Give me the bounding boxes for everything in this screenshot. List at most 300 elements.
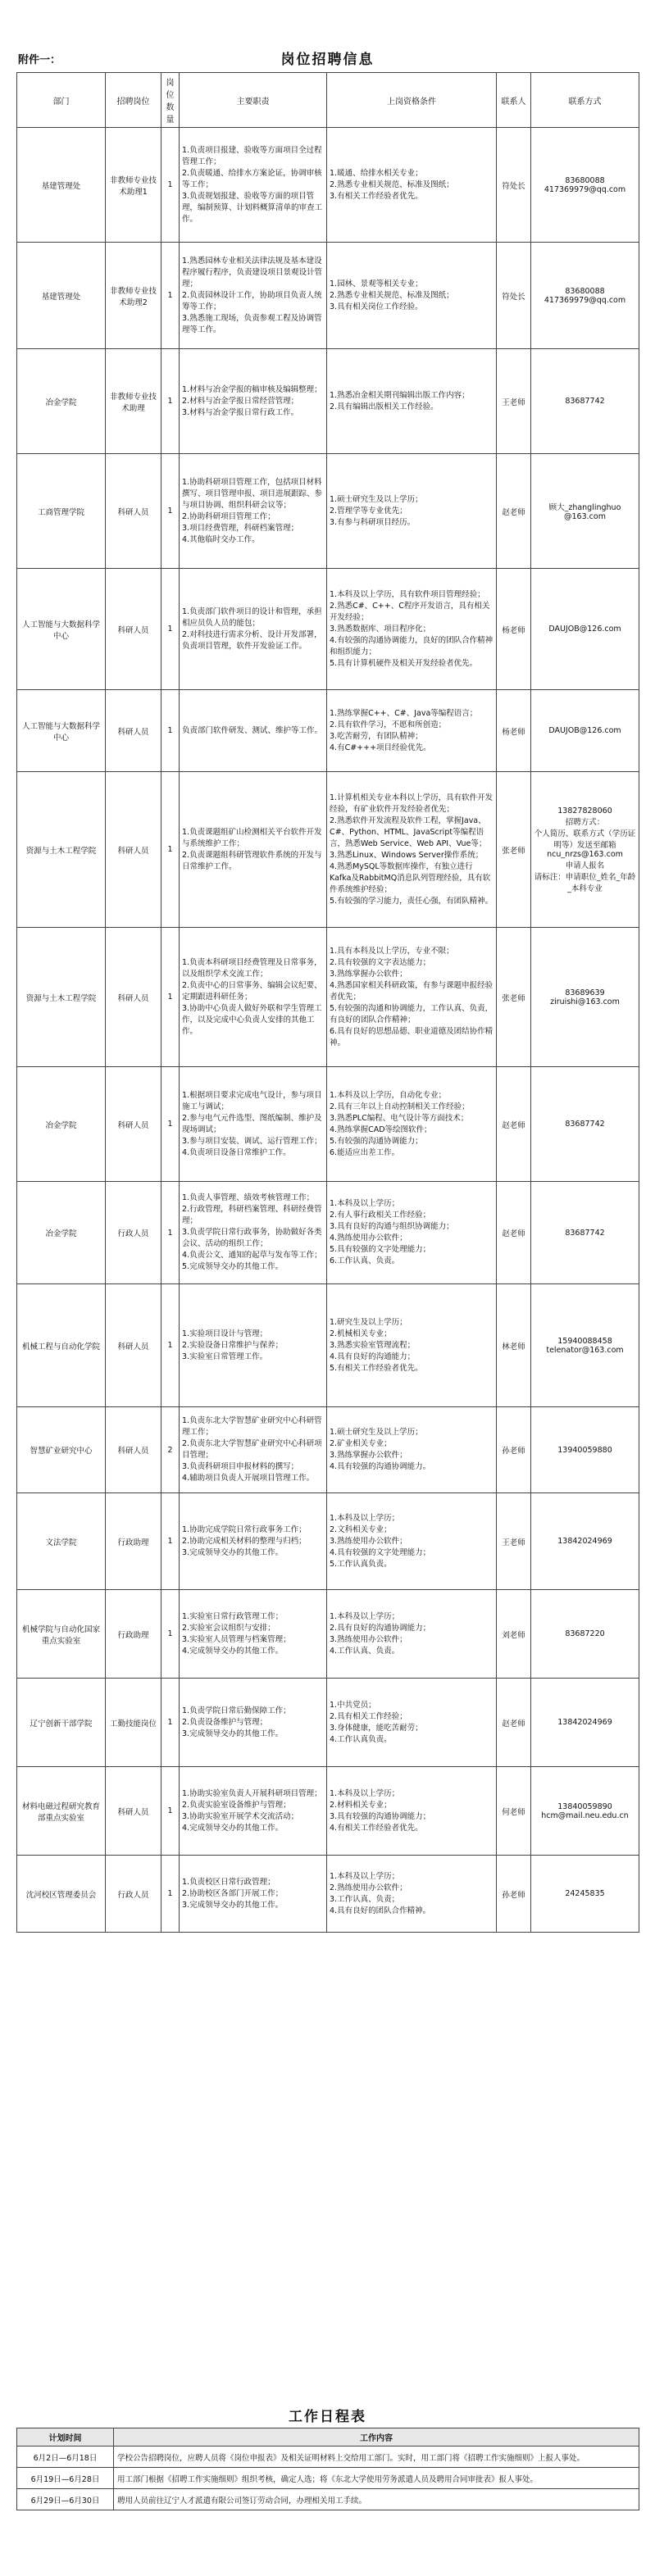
duties-cell-line: 3.熟悉施工现场，负责参观工程及协调管理等工作。 (182, 313, 322, 334)
contact-person-cell: 孙老师 (497, 1856, 531, 1933)
table-row (17, 1284, 639, 1407)
requirements-cell-line: 2.熟练使用办公软件； (330, 1883, 407, 1892)
requirements-cell-line: 5.有相关工作经验者优先。 (330, 1363, 423, 1373)
contact-info-cell-line: 13840059890 (557, 1801, 612, 1811)
contact-person-cell: 刘老师 (497, 1590, 531, 1679)
duties-cell-line: 2.负责课题组科研管理软件系统的开发与日常维护工作。 (182, 850, 322, 871)
contact-person-cell: 符处长 (497, 243, 531, 349)
table-row (17, 454, 639, 569)
duties-cell-line: 3.参与项目安装、调试、运行管理工作； (182, 1136, 322, 1146)
requirements-cell-line: 3.吃苦耐劳，有团队精神； (330, 731, 423, 741)
count-cell: 1 (161, 1182, 180, 1284)
table-row (17, 128, 639, 243)
requirements-cell-line: 3.熟练掌握办公软件； (330, 1451, 407, 1460)
duties-cell-line: 1.负责学院日常后勤保障工作； (182, 1706, 291, 1715)
duties-cell-line: 2.负责设备维护与管理； (182, 1717, 268, 1727)
department-cell: 基建管理处 (17, 243, 106, 349)
count-cell: 1 (161, 1493, 180, 1590)
requirements-cell-line: 4.具有良好的团队合作精神。 (330, 1906, 431, 1915)
duties-cell-line: 1.实验室日常行政管理工作； (182, 1611, 284, 1621)
table-row (17, 1767, 639, 1856)
duties-cell-line: 4.其他临时交办工作。 (182, 534, 260, 544)
table-row (17, 243, 639, 349)
duties-cell-line: 5.完成领导交办的其他工作。 (182, 1262, 284, 1271)
contact-info-cell-line: 13842024969 (557, 1537, 612, 1546)
position-cell: 科研人员 (106, 569, 161, 690)
duties-cell (180, 1493, 327, 1590)
department-cell: 文法学院 (17, 1493, 106, 1590)
contact-info-cell-line: hcm@mail.neu.edu.cn (541, 1810, 629, 1820)
duties-cell-line: 3.完成领导交办的其他工作。 (182, 1729, 284, 1738)
schedule-row (17, 2468, 639, 2489)
contact-info-cell (531, 454, 639, 569)
duties-cell-line: 2.材料与冶金学报日常经营管理； (182, 396, 299, 406)
duties-cell (180, 1182, 327, 1284)
position-cell: 行政助理 (106, 1590, 161, 1679)
position-cell: 科研人员 (106, 454, 161, 569)
contact-person-cell: 赵老师 (497, 1067, 531, 1182)
position-cell: 行政人员 (106, 1856, 161, 1933)
duties-cell-line: 1.实验项目设计与管理； (182, 1329, 268, 1338)
requirements-cell-line: 1.中共党员； (330, 1700, 376, 1710)
requirements-cell (327, 128, 497, 243)
table-row (17, 1590, 639, 1679)
requirements-cell-line: 5.具有较强的文字处理能力； (330, 1245, 431, 1254)
duties-cell-line: 1.协助科研项目管理工作，包括项目材料撰写、项目管理申报、项目进展跟踪、参与项目协调、组织科研会议等； (182, 477, 323, 510)
contact-info-cell (531, 928, 639, 1067)
schedule-time-cell: 6月2日—6月18日 (17, 2447, 114, 2468)
position-cell: 非教师专业技术助理1 (106, 128, 161, 243)
contact-info-cell (531, 1493, 639, 1590)
contact-info-cell-line: 83689639 (565, 988, 605, 997)
requirements-cell-line: 2.具有编辑出版相关工作经验。 (330, 402, 439, 411)
contact-person-cell: 王老师 (497, 1493, 531, 1590)
contact-info-cell (531, 243, 639, 349)
contact-info-cell-line: ziruishi@163.com (550, 997, 620, 1006)
duties-cell-line: 4.辅助项目负责人开展项目管理工作。 (182, 1474, 315, 1483)
attachment-label: 附件一： (18, 54, 61, 66)
department-cell: 工商管理学院 (17, 454, 106, 569)
schedule-content-cell: 学校公告招聘岗位，应聘人员将《岗位申报表》及相关证明材料上交给用工部门。实时，用工部门将《招聘工作实施细则》上报人事处。 (114, 2447, 639, 2468)
requirements-cell-line: 2.熟悉专业相关规范、标准及图纸； (330, 290, 454, 300)
duties-cell-line: 2.实验设备日常维护与保养； (182, 1340, 284, 1350)
duties-cell (180, 1407, 327, 1493)
requirements-cell (327, 243, 497, 349)
duties-cell-line: 1.负责人事管理、绩效考核管理工作； (182, 1193, 315, 1202)
duties-cell (180, 1767, 327, 1856)
contact-info-cell-line: 417369979@qq.com (544, 295, 626, 305)
requirements-cell-line: 2.矿业相关专业； (330, 1439, 392, 1448)
count-cell: 1 (161, 772, 180, 928)
duties-cell-line: 4.完成领导交办的其他工作。 (182, 1646, 284, 1656)
duties-cell-line: 1.协助实验室负责人开展科研项目管理； (182, 1788, 322, 1798)
requirements-cell-line: 3.熟悉PLC编程、电气设计等方面技术； (330, 1113, 469, 1123)
requirements-cell-line: 4.有C#+++项目经验优先。 (330, 743, 431, 752)
duties-cell (180, 349, 327, 454)
duties-cell (180, 454, 327, 569)
contact-info-cell-line: 24245835 (565, 1889, 605, 1898)
position-cell: 科研人员 (106, 1767, 161, 1856)
duties-cell-line: 负责部门软件研发、测试、维护等工作。 (182, 725, 323, 735)
duties-cell-line: 2.对科技进行需求分析、设计开发部署，负责项目管理，软件开发验证工作。 (182, 629, 322, 651)
contact-info-cell-line: 417369979@qq.com (544, 184, 626, 194)
duties-cell (180, 690, 327, 772)
duties-cell-line: 2.参与电气元件选型、图纸编制、维护及现场调试； (182, 1113, 322, 1134)
requirements-cell-line: 3.有参与科研项目经历。 (330, 517, 416, 527)
requirements-cell-line: 1.硕士研究生及以上学历； (330, 494, 423, 504)
contact-info-cell (531, 690, 639, 772)
contact-info-cell-line: 83680088 (565, 175, 605, 185)
schedule-time-cell: 6月19日—6月28日 (17, 2468, 114, 2489)
requirements-cell-line: 4.熟悉国家相关科研政策，有参与课题申报经验者优先； (330, 980, 494, 1002)
requirements-cell-line: 6.具有良好的思想品德、职业道德及团结协作精神。 (330, 1026, 494, 1047)
duties-cell-line: 3.负责规划报建、验收等方面的项目管理，编制预算、计划料概算清单的审查工作。 (182, 191, 323, 224)
contact-person-cell: 杨老师 (497, 690, 531, 772)
column-header: 部门 (17, 73, 106, 128)
count-cell: 1 (161, 928, 180, 1067)
requirements-cell (327, 454, 497, 569)
requirements-cell (327, 772, 497, 928)
contact-info-cell-line: DAUJOB@126.com (548, 726, 621, 735)
contact-info-cell (531, 1284, 639, 1407)
requirements-cell (327, 1067, 497, 1182)
duties-cell-line: 1.协助完成学院日常行政事务工作； (182, 1524, 307, 1534)
duties-cell (180, 1284, 327, 1407)
count-cell: 1 (161, 349, 180, 454)
contact-info-cell (531, 1067, 639, 1182)
requirements-cell-line: 1.本科及以上学历； (330, 1788, 400, 1798)
table-row (17, 349, 639, 454)
count-cell: 1 (161, 1067, 180, 1182)
requirements-cell (327, 1182, 497, 1284)
requirements-cell-line: 1.本科及以上学历； (330, 1513, 400, 1523)
duties-cell (180, 1590, 327, 1679)
duties-cell-line: 1.材料与冶金学报的稿审核及编辑整理； (182, 384, 322, 394)
duties-cell-line: 3.完成领导交办的其他工作。 (182, 1900, 284, 1910)
department-cell: 人工智能与大数据科学中心 (17, 690, 106, 772)
contact-info-cell-line: 83687742 (565, 1120, 605, 1129)
contact-info-cell (531, 772, 639, 928)
requirements-cell-line: 4.工作认真、负责。 (330, 1646, 400, 1656)
requirements-cell-line: 5.有较强的学习能力，责任心强，有团队精神。 (330, 896, 494, 906)
contact-info-cell (531, 1767, 639, 1856)
duties-cell-line: 3.负责学院日常行政事务，协助做好各类会议、活动的组织工作； (182, 1228, 322, 1248)
requirements-cell (327, 1284, 497, 1407)
column-header: 岗位数量 (161, 73, 180, 128)
column-header: 联系人 (497, 73, 531, 128)
position-cell: 非教师专业技术助理 (106, 349, 161, 454)
contact-info-cell-line: 顾大_zhanglinghuo (548, 503, 621, 512)
requirements-cell (327, 1493, 497, 1590)
duties-cell (180, 1067, 327, 1182)
requirements-cell-line: 4.具有良好的沟通能力； (330, 1352, 416, 1361)
table-row (17, 928, 639, 1067)
contact-info-cell-line: 个人简历、联系方式（学历证明等）发送至邮箱 (534, 829, 636, 850)
duties-cell-line: 1.负责课题组矿山检测相关平台软件开发与系统维护工作； (182, 827, 322, 848)
count-cell: 1 (161, 569, 180, 690)
requirements-cell-line: 2.具有良好的沟通协调能力； (330, 1623, 431, 1633)
requirements-cell-line: 3.工作认真、负责； (330, 1894, 400, 1904)
contact-info-cell (531, 1182, 639, 1284)
count-cell: 1 (161, 690, 180, 772)
department-cell: 沈河校区管理委员会 (17, 1856, 106, 1933)
requirements-cell-line: 1.本科及以上学历； (330, 1871, 400, 1881)
contact-person-cell: 赵老师 (497, 1182, 531, 1284)
requirements-cell-line: 2.具有较强的文字表达能力； (330, 957, 431, 967)
department-cell: 人工智能与大数据科学中心 (17, 569, 106, 690)
department-cell: 辽宁创新干部学院 (17, 1679, 106, 1767)
duties-cell (180, 569, 327, 690)
schedule-title: 工作日程表 (289, 2409, 366, 2425)
contact-info-cell-line: 13940059880 (557, 1445, 612, 1455)
requirements-cell-line: 3.具有相关岗位工作经验。 (330, 302, 423, 311)
position-cell: 科研人员 (106, 690, 161, 772)
count-cell: 1 (161, 454, 180, 569)
schedule-row (17, 2447, 639, 2468)
contact-person-cell: 林老师 (497, 1284, 531, 1407)
column-header: 主要职责 (180, 73, 327, 128)
requirements-cell-line: 6.能适应出差工作。 (330, 1147, 400, 1157)
department-cell: 材料电磁过程研究教育部重点实验室 (17, 1767, 106, 1856)
count-cell: 1 (161, 128, 180, 243)
requirements-cell-line: 2.具有相关工作经验； (330, 1711, 407, 1721)
contact-info-cell-line: 13827828060 (557, 806, 612, 816)
contact-person-cell: 张老师 (497, 772, 531, 928)
requirements-cell-line: 3.具有较强的沟通协调能力； (330, 1811, 431, 1821)
contact-person-cell: 赵老师 (497, 1679, 531, 1767)
contact-info-cell (531, 1679, 639, 1767)
department-cell: 冶金学院 (17, 1067, 106, 1182)
table-row (17, 772, 639, 928)
duties-cell-line: 4.完成领导交办的其他工作。 (182, 1823, 284, 1833)
duties-cell-line: 1.熟悉园林专业相关法律法规及基本建设程序履行程序，负责建设项目景观设计管理； (182, 256, 323, 288)
position-cell: 工勤技能岗位 (106, 1679, 161, 1767)
duties-cell-line: 2.负责实验室设备维护与管理； (182, 1800, 291, 1810)
requirements-cell-line: 4.熟练使用办公软件； (330, 1233, 407, 1243)
requirements-cell (327, 690, 497, 772)
contact-person-cell: 何老师 (497, 1767, 531, 1856)
contact-info-cell-line: 申请人报名 (565, 861, 605, 870)
requirements-cell-line: 2.具有软件学习，不愿和所创造； (330, 720, 447, 729)
requirements-cell-line: 4.熟悉MySQL等数据库操作，有独立进行Kafka及RabbitMQ消息队列管理经验，具有软件系统维护经验； (330, 861, 491, 894)
requirements-cell-line: 5.具有计算机硬件及相关开发经验者优先。 (330, 658, 478, 668)
duties-cell (180, 128, 327, 243)
recruitment-table (16, 72, 639, 1933)
requirements-cell-line: 1.园林、景观等相关专业； (330, 279, 423, 288)
contact-person-cell: 符处长 (497, 128, 531, 243)
duties-cell-line: 2.协助科研项目管理工作； (182, 511, 275, 521)
position-cell: 科研人员 (106, 1407, 161, 1493)
requirements-cell-line: 1.本科及以上学历，具有软件项目管理经验； (330, 589, 485, 599)
requirements-cell-line: 2.熟悉专业相关规范、标准及图纸； (330, 179, 454, 189)
department-cell: 冶金学院 (17, 1182, 106, 1284)
requirements-cell (327, 1407, 497, 1493)
duties-cell-line: 1.负责东北大学智慧矿业研究中心科研管理工作； (182, 1416, 322, 1437)
duties-cell-line: 4.负责项目设备日常维护工作。 (182, 1147, 291, 1157)
duties-cell-line: 2.负责暖通、给排水方案论证，协调审核等工作； (182, 168, 322, 189)
contact-info-cell (531, 1590, 639, 1679)
duties-cell-line: 3.负责科研项目申报材料的撰写； (182, 1462, 299, 1471)
duties-cell-line: 3.完成领导交办的其他工作。 (182, 1547, 284, 1557)
duties-cell (180, 772, 327, 928)
requirements-cell-line: 4.有相关工作经验者优先。 (330, 1823, 423, 1833)
duties-cell-line: 2.行政管理，科研档案管理、科研经费管理； (182, 1205, 322, 1225)
duties-cell (180, 1679, 327, 1767)
contact-info-cell-line: 83687220 (565, 1629, 605, 1638)
column-header: 计划时间 (17, 2428, 114, 2447)
table-row (17, 1493, 639, 1590)
department-cell: 智慧矿业研究中心 (17, 1407, 106, 1493)
requirements-cell-line: 2.熟悉软件开发流程及软件工程，掌握Java、C#、Python、HTML、JavaScript等编程语言，熟悉Web Service、Web API、Vue等； (330, 816, 487, 848)
duties-cell-line: 4.负责公文、通知的起草与发布等工作； (182, 1251, 322, 1260)
contact-info-cell (531, 1407, 639, 1493)
duties-cell-line: 3.协助中心负责人做好外联和学生管理工作，以及完成中心负责人安排的其他工作。 (182, 1003, 322, 1036)
duties-cell-line: 2.协助完成相关材料的整理与归档； (182, 1536, 307, 1546)
duties-cell-line: 1.负责部门软件项目的设计和管理，承担相应员负人员的能包； (182, 607, 322, 628)
duties-cell-line: 2.负责园林设计工作，协助项目负责人统筹等工作； (182, 290, 322, 311)
requirements-cell (327, 1767, 497, 1856)
contact-info-cell-line: 请标注：申请职位_姓名_年龄_本科专业 (534, 872, 636, 893)
position-cell: 科研人员 (106, 1284, 161, 1407)
requirements-cell-line: 3.熟悉实验室管理流程； (330, 1340, 416, 1350)
contact-info-cell-line: 83687742 (565, 1228, 605, 1238)
contact-info-cell (531, 569, 639, 690)
requirements-cell-line: 1.暖通、给排水相关专业； (330, 168, 423, 178)
duties-cell-line: 1.根据项目要求完成电气设计，参与项目施工与调试； (182, 1090, 322, 1111)
requirements-cell-line: 1.熟练掌握C++、C#、Java等编程语言； (330, 708, 478, 718)
requirements-cell-line: 2.管理学等专业优先； (330, 506, 407, 516)
table-row (17, 1856, 639, 1933)
schedule-content-cell: 聘用人员前往辽宁人才派遣有限公司签订劳动合同，办理相关用工手续。 (114, 2489, 639, 2510)
count-cell: 1 (161, 1284, 180, 1407)
contact-info-cell-line: 13842024969 (557, 1718, 612, 1727)
table-row (17, 1182, 639, 1284)
requirements-cell-line: 3.具有良好的沟通与组织协调能力； (330, 1222, 454, 1231)
schedule-table (16, 2428, 639, 2510)
department-cell: 机械工程与自动化学院 (17, 1284, 106, 1407)
page-title: 岗位招聘信息 (280, 52, 375, 68)
requirements-cell-line: 1.本科及以上学历； (330, 1611, 400, 1621)
requirements-cell-line: 2.具有三年以上自动控制相关工作经验； (330, 1102, 470, 1111)
column-header: 工作内容 (114, 2428, 639, 2447)
requirements-cell-line: 1.熟悉冶金相关期刊编辑出版工作内容； (330, 390, 470, 400)
requirements-cell-line: 4.具有较强的沟通协调能力。 (330, 1462, 431, 1471)
column-header: 上岗资格条件 (327, 73, 497, 128)
table-row (17, 1679, 639, 1767)
department-cell: 冶金学院 (17, 349, 106, 454)
position-cell: 科研人员 (106, 928, 161, 1067)
requirements-cell-line: 2.材料相关专业； (330, 1800, 392, 1810)
requirements-cell (327, 928, 497, 1067)
count-cell: 1 (161, 1856, 180, 1933)
duties-cell (180, 1856, 327, 1933)
requirements-cell-line: 4.工作认真负责。 (330, 1734, 392, 1744)
count-cell: 1 (161, 243, 180, 349)
requirements-cell-line: 4.有较强的沟通协调能力，良好的团队合作精神和组织能力； (330, 635, 494, 656)
position-cell: 行政助理 (106, 1493, 161, 1590)
contact-info-cell (531, 128, 639, 243)
requirements-cell-line: 5.工作认真负责。 (330, 1559, 392, 1569)
contact-info-cell-line: DAUJOB@126.com (548, 625, 621, 634)
duties-cell-line: 3.项目经费管理，科研档案管理； (182, 523, 299, 533)
requirements-cell-line: 5.有较强的沟通和协调能力，工作认真、负责，有良好的团队合作精神； (330, 1003, 494, 1024)
schedule-row (17, 2489, 639, 2510)
table-row (17, 569, 639, 690)
duties-cell-line: 3.材料与冶金学报日常行政工作。 (182, 407, 299, 417)
duties-cell-line: 1.负责校区日常行政管理； (182, 1877, 275, 1887)
requirements-cell-line: 2.机械相关专业； (330, 1329, 392, 1338)
contact-person-cell: 孙老师 (497, 1407, 531, 1493)
table-header-row (17, 73, 639, 128)
count-cell: 1 (161, 1767, 180, 1856)
contact-info-cell (531, 349, 639, 454)
table-row (17, 1067, 639, 1182)
contact-info-cell-line: 15940088458 (557, 1336, 612, 1346)
duties-cell-line: 3.实验室日常管理工作。 (182, 1352, 268, 1361)
duties-cell-line: 2.负责中心的日常事务、编辑会议纪要、定期跟进科研任务； (182, 980, 322, 1002)
requirements-cell-line: 2.文科相关专业； (330, 1524, 392, 1534)
position-cell: 科研人员 (106, 1067, 161, 1182)
requirements-cell-line: 6.工作认真、负责。 (330, 1256, 400, 1265)
requirements-cell-line: 3.熟练使用办公软件； (330, 1634, 407, 1644)
requirements-cell (327, 1679, 497, 1767)
table-row (17, 690, 639, 772)
duties-cell-line: 3.协助实验室开展学术交流活动； (182, 1811, 299, 1821)
department-cell: 资源与土木工程学院 (17, 772, 106, 928)
duties-cell-line: 1.负责项目报建、验收等方面项目全过程管理工作； (182, 145, 322, 166)
requirements-cell-line: 1.计算机相关专业本科以上学历，具有软件开发经验，有矿业软件开发经验者优先； (330, 793, 494, 814)
contact-person-cell: 张老师 (497, 928, 531, 1067)
duties-cell-line: 1.负责本科研项目经费管理及日常事务，以及组织学术交流工作； (182, 957, 322, 979)
requirements-cell-line: 4.具有较强的文字处理能力； (330, 1547, 431, 1557)
contact-info-cell-line: 83687742 (565, 397, 605, 406)
requirements-cell-line: 1.硕士研究生及以上学历； (330, 1428, 423, 1437)
contact-person-cell: 王老师 (497, 349, 531, 454)
count-cell: 1 (161, 1590, 180, 1679)
duties-cell (180, 243, 327, 349)
contact-info-cell-line: 招聘方式： (565, 817, 605, 827)
requirements-cell (327, 349, 497, 454)
position-cell: 科研人员 (106, 772, 161, 928)
requirements-cell-line: 3.身体健康，能吃苦耐劳； (330, 1723, 423, 1733)
requirements-cell-line: 1.研究生及以上学历； (330, 1317, 407, 1327)
requirements-cell (327, 569, 497, 690)
contact-info-cell-line: @163.com (564, 512, 606, 521)
schedule-time-cell: 6月29日—6月30日 (17, 2489, 114, 2510)
contact-info-cell-line: ncu_nrzs@163.com (547, 849, 623, 859)
column-header: 招聘岗位 (106, 73, 161, 128)
table-row (17, 1407, 639, 1493)
department-cell: 基建管理处 (17, 128, 106, 243)
requirements-cell (327, 1590, 497, 1679)
schedule-header-row (17, 2428, 639, 2447)
department-cell: 资源与土木工程学院 (17, 928, 106, 1067)
column-header: 联系方式 (531, 73, 639, 128)
count-cell: 1 (161, 1679, 180, 1767)
requirements-cell-line: 2.熟悉C#、C++、C程序开发语言，具有相关开发经验； (330, 601, 490, 622)
requirements-cell-line: 5.有较强的沟通协调能力； (330, 1136, 423, 1146)
requirements-cell-line: 3.熟练使用办公软件； (330, 1536, 407, 1546)
requirements-cell-line: 3.熟练掌握办公软件； (330, 969, 407, 979)
position-cell: 非教师专业技术助理2 (106, 243, 161, 349)
contact-info-cell (531, 1856, 639, 1933)
contact-info-cell-line: telenator@163.com (546, 1345, 624, 1355)
duties-cell-line: 2.协助校区各部门开展工作； (182, 1888, 284, 1898)
requirements-cell-line: 1.具有本科及以上学历，专业不限； (330, 946, 454, 956)
count-cell: 2 (161, 1407, 180, 1493)
position-cell: 行政人员 (106, 1182, 161, 1284)
requirements-cell-line: 1.本科及以上学历； (330, 1199, 400, 1208)
